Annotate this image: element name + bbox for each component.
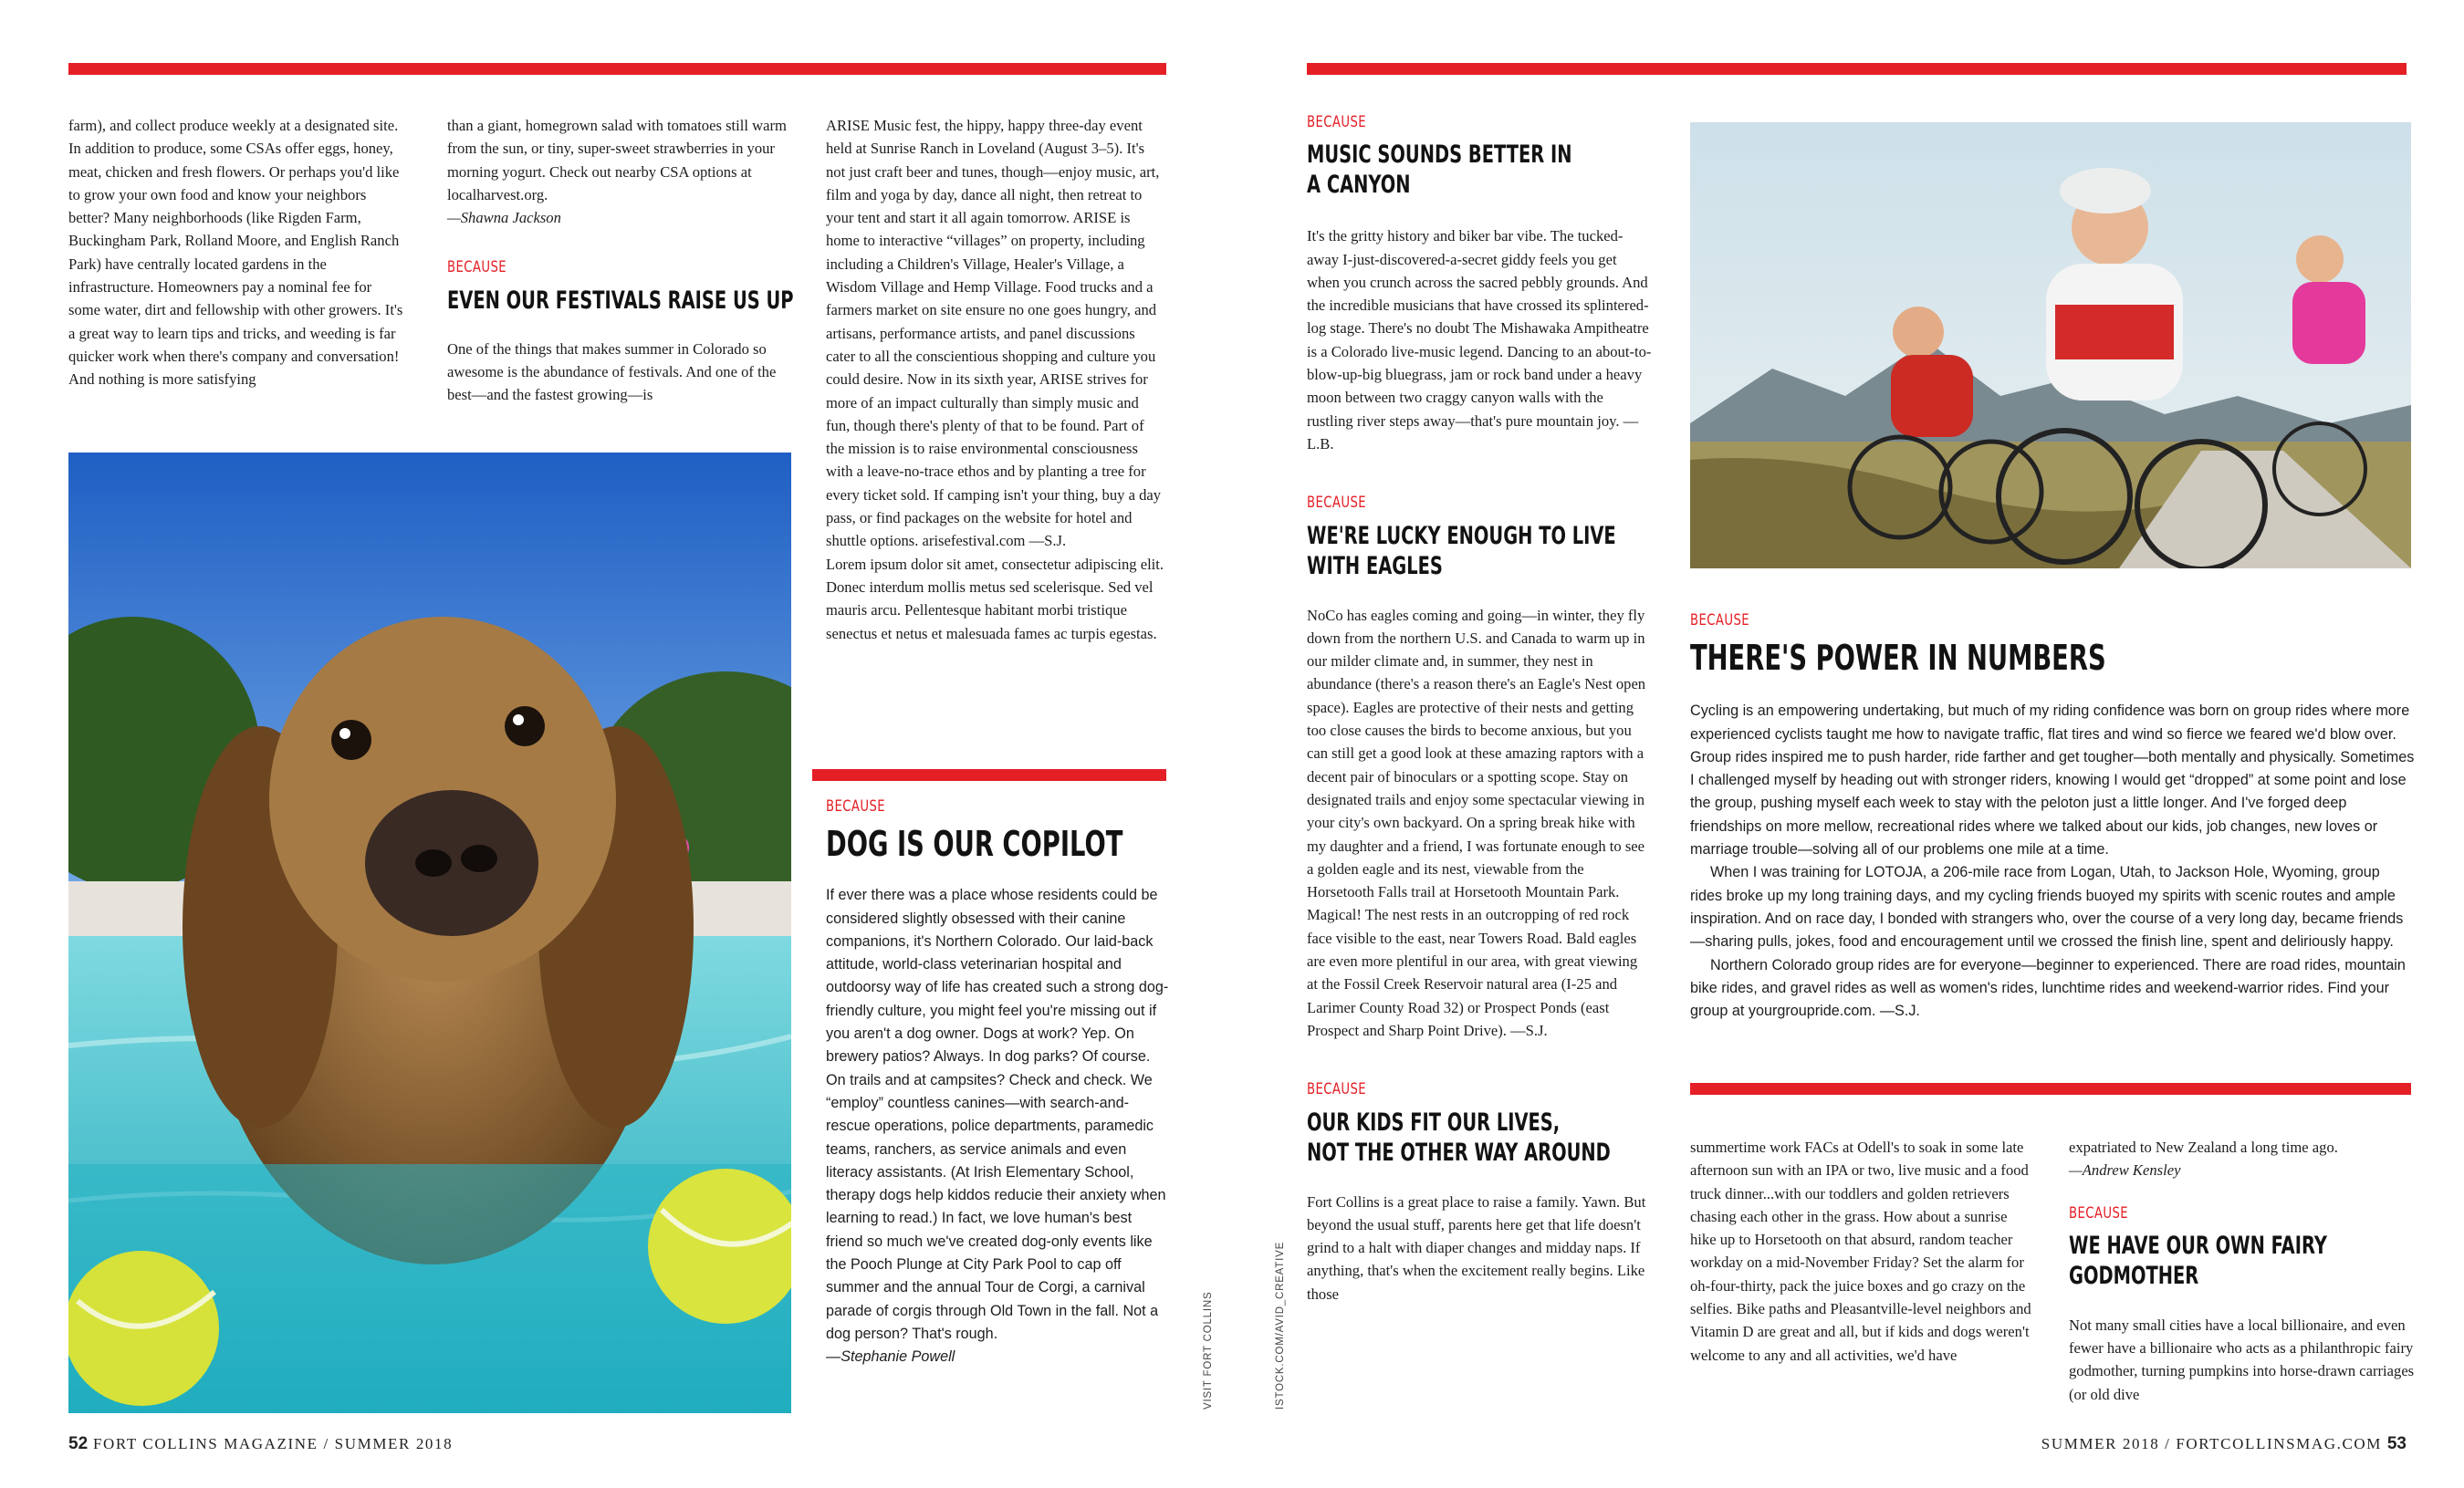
section-heading: GODMOTHER bbox=[2069, 1261, 2199, 1290]
page-number-right: 53 bbox=[2386, 1434, 2407, 1453]
body-text: farm), and collect produce weekly at a designated site. In addition to produce, some CSAs offer eggs, honey, meat, chicken and fresh flowers. Or perhaps you'd like to grow your own food and know your neighbors better? Many neighborhoods (like Rigden Farm, Buckingham Park, Rolland Moore, and English Ranch Park) have centrally located gardens in the infrastructure. Homeowners pay a nominal fee for some water, dirt and fellowship with other growers. It's a great way to learn tips and tricks, and weeding is far quicker work when there's company and conversation! And nothing is more satisfying bbox=[68, 117, 403, 389]
body-text: When I was training for LOTOJA, a 206-mile race from Logan, Utah, to Jackson Hole, Wyoming, group rides broke up my long training days, and my cycling friends buoyed my spirits with scenic routes and ample inspiration. And on race day, I bonded with strangers who, over the course of a very long day, became friends—sharing pulls, jokes, food and encouragement until we crossed the finish line, spent and deliriously happy. bbox=[1690, 864, 2404, 951]
page-number-left: 52 bbox=[68, 1434, 89, 1453]
column-1 bbox=[68, 114, 406, 391]
body-text: It's the gritty history and biker bar vibe. The tucked-away I-just-discovered-a-secret giddy feels you get when you crunch across the sacred pebbly grounds. And the incredible musicians that have crossed its splintered-log stage. There's no doubt The Mishawaka Ampitheatre is a Colorado live-music legend. Dancing to an about-to-blow-up-big bluegrass, jam or rock band under a heavy moon between two craggy canyon walls with the rustling river steps away—that's pure mountain joy. —L.B. bbox=[1307, 227, 1652, 453]
section-kicker: BECAUSE bbox=[447, 258, 507, 277]
body-text: NoCo has eagles coming and going—in winter, they fly down from the northern U.S. and Canada to warm up in our milder climate and, in summer, they nest in abundance (there's a reason there's an Eagle's Nest open space). Eagles are protective of their nests and getting too close causes the birds to become anxious, but you can still get a good look at these amazing raptors with a decent pair of binoculars or a spotting scope. Stay on designated trails and enjoy some spectacular viewing in your city's own backyard. On a spring break hike with my daughter and a friend, I was fortunate enough to see a golden eagle and its nest, viewable from the Horsetooth Falls trail at Horsetooth Mountain Park. Magical! The nest rests in an outcropping of red rock face visible to the east, near Towers Road. Bald eagles are even more plentiful in our area, with great viewing at the Fossil Creek Reservoir natural area (I-25 and Larimer County Road 32) or Prospect Ponds (east Prospect and Sharp Point Drive). —S.J. bbox=[1307, 606, 1646, 1039]
body-text: One of the things that makes summer in Colorado so awesome is the abundance of festivals. And one of the best—and the fastest growing—is bbox=[447, 339, 777, 404]
body-text: ARISE Music fest, the hippy, happy three-day event held at Sunrise Ranch in Loveland (August 3–5). It's not just craft beer and tunes, though—enjoy music, art, film and yoga by day, dance all night, then retreat to your tent and start it all again tomorrow. ARISE is home to interactive “villages” on property, including including a Children's Village, Healer's Village, a Wisdom Village and Hemp Village. Food trucks and a farmers market on site ensure no one goes hungry, and artisans, performance artists, and panel discussions cater to all the conscientious shopping and culture you could desire. Now in its sixth year, ARISE strives for more of an impact culturally than simply music and fun, though there's plenty of that to be found. Part of the mission is to raise environmental consciousness with a leave-no-trace ethos and by planting a tree for every ticket sold. If camping isn't your thing, buy a day pass, or find packages on the website for hotel and shuttle options. arisefestival.com —S.J. bbox=[826, 117, 1162, 550]
footer-right-text: SUMMER 2018 / FORTCOLLINSMAG.COM bbox=[2041, 1435, 2382, 1452]
section-heading: NOT THE OTHER WAY AROUND bbox=[1307, 1138, 1611, 1167]
section-kicker: BECAUSE bbox=[826, 797, 886, 816]
column-7 bbox=[1690, 1136, 2037, 1367]
section-heading: A CANYON bbox=[1307, 171, 1411, 200]
section-kicker: BECAUSE bbox=[2069, 1203, 2129, 1223]
section-heading: MUSIC SOUNDS BETTER IN bbox=[1307, 140, 1572, 170]
byline: —Stephanie Powell bbox=[826, 1348, 955, 1366]
section-heading: WE HAVE OUR OWN FAIRY bbox=[2069, 1231, 2327, 1260]
footer-left-text: FORT COLLINS MAGAZINE / SUMMER 2018 bbox=[93, 1435, 454, 1452]
section-kicker: BECAUSE bbox=[1307, 494, 1367, 513]
section-kicker: BECAUSE bbox=[1307, 113, 1367, 131]
body-text: Northern Colorado group rides are for everyone—beginner to experienced. There are road rides, mountain bike rides, and gravel rides as well as women's rides, lunchtime rides and weekend-warrior rides. Find your group at yourgroupride.com. —S.J. bbox=[1690, 956, 2406, 1020]
body-text: If ever there was a place whose residents could be considered slightly obsessed with their canine companions, it's Northern Colorado. Our laid-back attitude, world-class veterinarian hospital and outdoorsy way of life has created such a strong dog-friendly culture, you might feel you're missing out if you aren't a dog owner. Dogs at work? Yep. On brewery patios? Always. In dog parks? Of course. On trails and at campsites? Check and check. We “employ” countless canines—with search-and-rescue operations, police departments, paramedic teams, ranchers, as service animals and even literacy assistants. (At Irish Elementary School, therapy dogs help kiddos reducie their anxiety when learning to read.) In fact, we love human's best friend so much we've created dog-only events like the Pooch Plunge at City Park Pool to cap off summer and the annual Tour de Corgi, a carnival parade of corgis through Old Town in the fall. Not a dog person? That's rough. bbox=[826, 887, 1169, 1342]
body-text: than a giant, homegrown salad with tomatoes still warm from the sun, or tiny, super-sweet strawberries in your morning yogurt. Check out nearby CSA options at localharvest.org. bbox=[447, 117, 787, 203]
column-3 bbox=[826, 114, 1166, 645]
body-text: expatriated to New Zealand a long time ago. bbox=[2069, 1139, 2338, 1156]
section-heading: WE'RE LUCKY ENOUGH TO LIVE bbox=[1307, 521, 1616, 550]
section-heading: DOG IS OUR COPILOT bbox=[826, 824, 1123, 865]
cycling-bottom-rule bbox=[1690, 1083, 2411, 1095]
section-heading: OUR KIDS FIT OUR LIVES, bbox=[1307, 1108, 1561, 1137]
photo-credit-right: ISTOCK.COM/AVID_CREATIVE bbox=[1275, 1241, 1286, 1410]
cycling-section bbox=[1690, 609, 2416, 1023]
body-text: Lorem ipsum dolor sit amet, consectetur adipiscing elit. Donec interdum mollis metus sed scelerisque. Sed vel mauris arcu. Pellentesque habitant morbi tristique senectus et netus et malesuada fames ac turpis egestas. bbox=[826, 555, 1164, 642]
dog-photo bbox=[68, 453, 791, 1413]
section-heading: EVEN OUR FESTIVALS RAISE US UP bbox=[447, 286, 794, 315]
section-heading: THERE'S POWER IN NUMBERS bbox=[1690, 638, 2106, 679]
column-2 bbox=[447, 114, 794, 407]
body-text: Cycling is an empowering undertaking, but much of my riding confidence was born on group rides where more experienced cyclists taught me how to navigate traffic, flat tires and wind so fierce we feared we'd blow over. Group rides inspired me to push harder, ride farther and get tougher—both mentally and physically. Sometimes I challenged myself by heading out with stronger riders, knowing I would get “dropped” at some point and lose the group, pushing myself each week to stay with the peloton just a little longer. And I've forged deep friendships on more mellow, recreational rides where we talked about our kids, job changes, new loves or marriage trouble—solving all of our problems one mile at a time. bbox=[1690, 702, 2415, 858]
byline: —Andrew Kensley bbox=[2069, 1161, 2181, 1180]
dog-section-rule bbox=[812, 769, 1166, 781]
cyclists-photo bbox=[1690, 122, 2411, 568]
byline: —Shawna Jackson bbox=[447, 209, 561, 227]
footer-left bbox=[68, 1434, 453, 1454]
photo-credit-left: VISIT FORT COLLINS bbox=[1203, 1291, 1214, 1410]
body-text: Not many small cities have a local billionaire, and even fewer have a billionaire who acts as a philanthropic fairy godmother, turning pumpkins into horse-drawn carriages (or old dive bbox=[2069, 1316, 2415, 1403]
column-8 bbox=[2069, 1136, 2416, 1406]
top-rule-left bbox=[68, 63, 1166, 75]
dog-section bbox=[826, 796, 1173, 1369]
top-rule-right bbox=[1307, 63, 2407, 75]
footer-right bbox=[2041, 1434, 2407, 1454]
column-5 bbox=[1307, 111, 1652, 1306]
body-text: summertime work FACs at Odell's to soak in some late afternoon sun with an IPA or two, live music and a food truck dinner...with our toddlers and golden retrievers chasing each other in the grass. How about a sunrise hike up to Horsetooth on that absurd, random teacher workday on a mid-November Friday? Set the alarm for oh-four-thirty, pack the juice boxes and go crazy on the selfies. Bike paths and Pleasantville-level neighbors and Vitamin D are great and all, but if kids and dogs weren't welcome to any and all activities, we'd have bbox=[1690, 1139, 2031, 1364]
section-kicker: BECAUSE bbox=[1307, 1080, 1367, 1099]
section-kicker: BECAUSE bbox=[1690, 611, 1750, 630]
section-heading: WITH EAGLES bbox=[1307, 551, 1443, 580]
body-text: Fort Collins is a great place to raise a family. Yawn. But beyond the usual stuff, parents here get that life doesn't grind to a halt with diaper changes and midday naps. If anything, that's when the excitement really begins. Like those bbox=[1307, 1192, 1646, 1303]
